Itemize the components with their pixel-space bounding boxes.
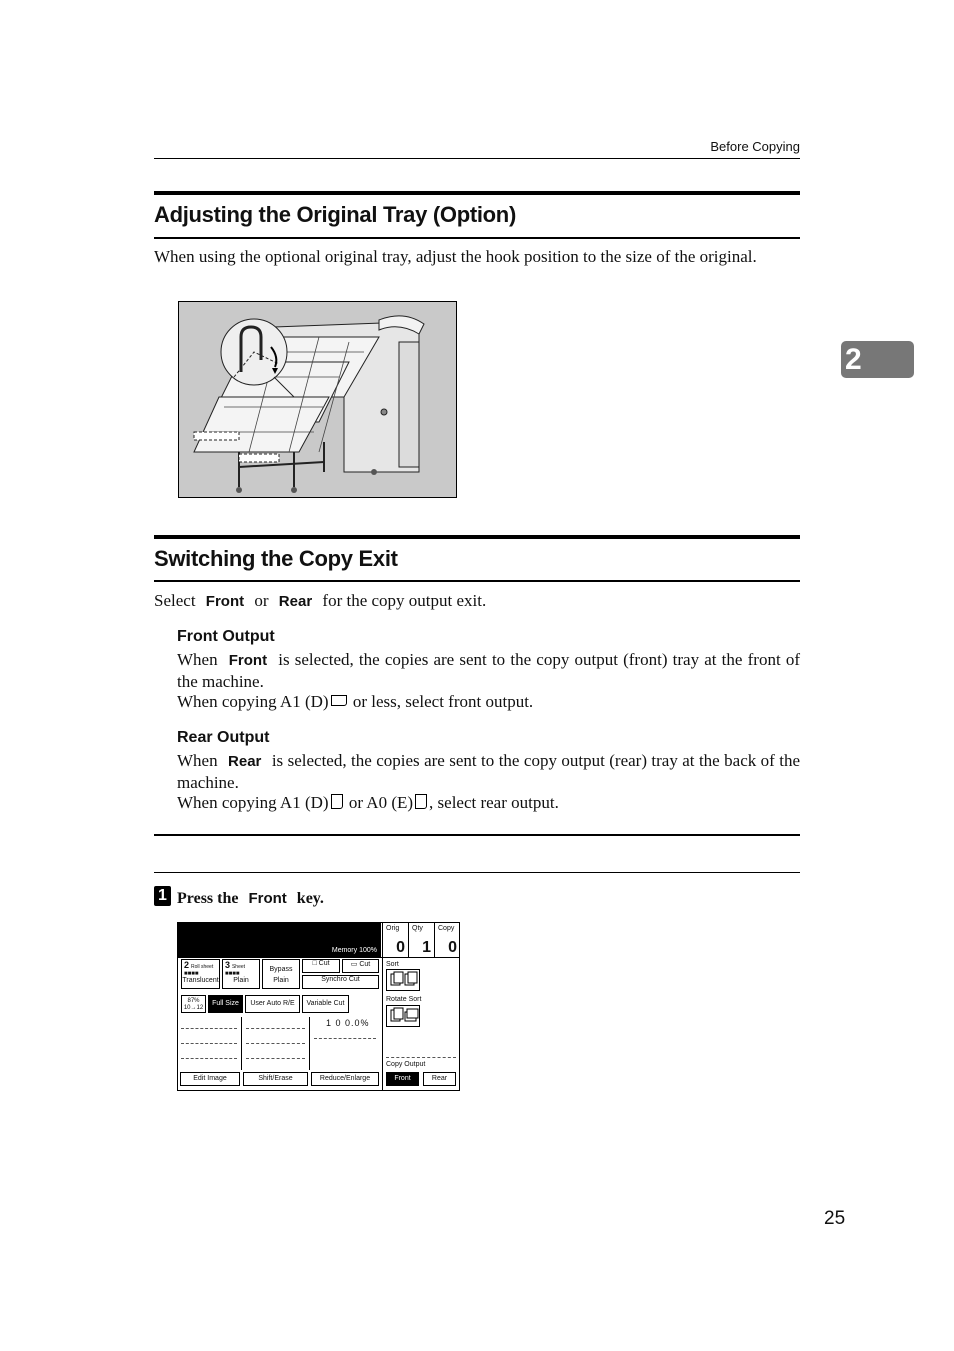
chapter-tab: 2 xyxy=(841,341,914,378)
rear-size-post: , select rear output. xyxy=(429,793,559,812)
cut-label: Cut xyxy=(318,960,330,967)
section1-top-rule xyxy=(154,191,800,195)
copy-output-label: Copy Output xyxy=(386,1061,426,1068)
reduce-enlarge-button[interactable]: Reduce/Enlarge xyxy=(311,1072,379,1086)
reproduction-ratio: 1 0 0.0% xyxy=(326,1018,370,1028)
tray-number: 2 xyxy=(184,960,190,970)
procedure-bottom-rule xyxy=(154,872,800,873)
shift-erase-button[interactable]: Shift/Erase xyxy=(243,1072,308,1086)
section2-title: Switching the Copy Exit xyxy=(154,546,398,571)
edit-slot xyxy=(246,1043,305,1044)
section2-top-rule xyxy=(154,535,800,539)
variable-cut-button[interactable]: Variable Cut xyxy=(302,995,349,1013)
bypass-tray-button[interactable] xyxy=(262,959,300,989)
tray-type: Roll sheet xyxy=(190,964,214,970)
memory-indicator: Memory 100% xyxy=(331,947,377,954)
intro-text-pre: Select xyxy=(154,591,196,610)
section2-intro xyxy=(154,590,800,612)
sort-icon xyxy=(387,970,419,990)
cut-portrait-button[interactable]: □ Cut xyxy=(302,959,340,973)
tray-type: Sheet xyxy=(231,964,246,970)
front-size-post: or less, select front output. xyxy=(352,692,534,711)
section1-body: When using the optional original tray, adjust the hook position to the size of the original. xyxy=(154,247,757,266)
edit-slot xyxy=(246,1058,305,1059)
rear-desc-post: is selected, the copies are sent to the copy output (rear) tray at the back of the machine. xyxy=(177,751,801,792)
front-size-pre: When copying A1 (D) xyxy=(177,692,329,711)
rear-output-size-note xyxy=(177,792,800,813)
rear-output-button[interactable]: Rear xyxy=(423,1072,456,1086)
panel-status-bar xyxy=(178,923,381,957)
rotate-sort-icon xyxy=(387,1006,419,1026)
edit-slot xyxy=(181,1058,237,1059)
portrait-orientation-icon xyxy=(415,794,427,809)
original-counter-value: 0 xyxy=(396,939,405,956)
step-number-badge: 1 xyxy=(154,886,171,906)
tray-media: Translucent xyxy=(182,977,219,984)
edit-slot xyxy=(246,1028,305,1029)
rear-output-heading: Rear Output xyxy=(177,729,270,746)
front-key-label: Front xyxy=(205,593,245,610)
copy-counter-value: 0 xyxy=(448,939,457,956)
rear-size-mid: or A0 (E) xyxy=(348,793,414,812)
front-output-desc xyxy=(177,649,800,692)
original-counter-label: Orig xyxy=(386,925,400,932)
rear-size-pre: When copying A1 (D) xyxy=(177,793,329,812)
copier-control-panel xyxy=(177,922,460,1091)
header-rule xyxy=(154,158,800,159)
running-header: Before Copying xyxy=(710,139,800,154)
panel-divider xyxy=(382,957,383,1090)
edit-slot xyxy=(181,1043,237,1044)
original-tray-illustration xyxy=(178,301,457,498)
front-key-label: Front xyxy=(228,652,268,669)
edit-slot xyxy=(314,1038,376,1039)
section2-bottom-rule xyxy=(154,580,800,582)
edit-image-button[interactable]: Edit Image xyxy=(180,1072,240,1086)
tray-3-button[interactable]: 3 Sheet ■■■■ Plain xyxy=(222,959,260,989)
output-separator xyxy=(386,1057,456,1058)
rear-key-label: Rear xyxy=(278,593,313,610)
front-desc-post: is selected, the copies are sent to the copy output (front) tray at the front of the machine. xyxy=(177,650,800,691)
rotate-sort-button[interactable] xyxy=(386,1005,420,1027)
front-output-heading: Front Output xyxy=(177,628,275,645)
quantity-counter-value: 1 xyxy=(422,939,431,956)
edit-slot xyxy=(181,1028,237,1029)
rear-output-desc xyxy=(177,750,800,793)
preset-ratio-button[interactable]: 87% 10→12 xyxy=(181,995,206,1013)
landscape-orientation-icon xyxy=(331,695,347,706)
original-tray-drawing xyxy=(179,302,456,497)
full-size-button[interactable]: Full Size xyxy=(208,995,243,1013)
original-counter xyxy=(382,923,408,957)
cut-label: Cut xyxy=(359,961,371,968)
page-number: 25 xyxy=(824,1208,846,1229)
panel-divider xyxy=(309,1017,310,1070)
procedure-top-rule xyxy=(154,834,800,836)
rotate-sort-label: Rotate Sort xyxy=(386,996,422,1003)
sort-label: Sort xyxy=(386,961,399,968)
tray-media: Plain xyxy=(273,977,289,984)
front-output-button[interactable]: Front xyxy=(386,1072,419,1086)
intro-text-post: for the copy output exit. xyxy=(322,591,487,610)
step-1-instruction xyxy=(177,890,324,908)
user-auto-re-button[interactable]: User Auto R/E xyxy=(245,995,300,1013)
panel-divider xyxy=(178,957,459,958)
tray-number: 3 xyxy=(225,960,231,970)
cut-landscape-button[interactable]: ▭ Cut xyxy=(342,959,379,973)
section1-bottom-rule xyxy=(154,237,800,239)
front-key-label: Front xyxy=(248,890,287,907)
copy-counter xyxy=(434,923,460,957)
panel-divider xyxy=(241,1017,242,1070)
quantity-counter-label: Qty xyxy=(412,925,423,932)
synchro-cut-button[interactable]: Synchro Cut xyxy=(302,975,379,989)
intro-text-mid: or xyxy=(254,591,269,610)
tray-media: Plain xyxy=(233,977,249,984)
front-output-size-note xyxy=(177,691,800,712)
step-text-pre: Press the xyxy=(177,890,239,907)
step-text-post: key. xyxy=(296,890,324,907)
tray-type: Bypass xyxy=(269,966,293,973)
portrait-orientation-icon xyxy=(331,794,343,809)
rear-desc-pre: When xyxy=(177,751,218,770)
front-desc-pre: When xyxy=(177,650,218,669)
tray-2-button[interactable]: 2 Roll sheet ■■■■ Translucent xyxy=(181,959,220,989)
rear-key-label: Rear xyxy=(228,753,262,770)
copy-counter-label: Copy xyxy=(438,925,455,932)
quantity-counter xyxy=(408,923,434,957)
section1-title: Adjusting the Original Tray (Option) xyxy=(154,202,516,227)
sort-button[interactable] xyxy=(386,969,420,991)
